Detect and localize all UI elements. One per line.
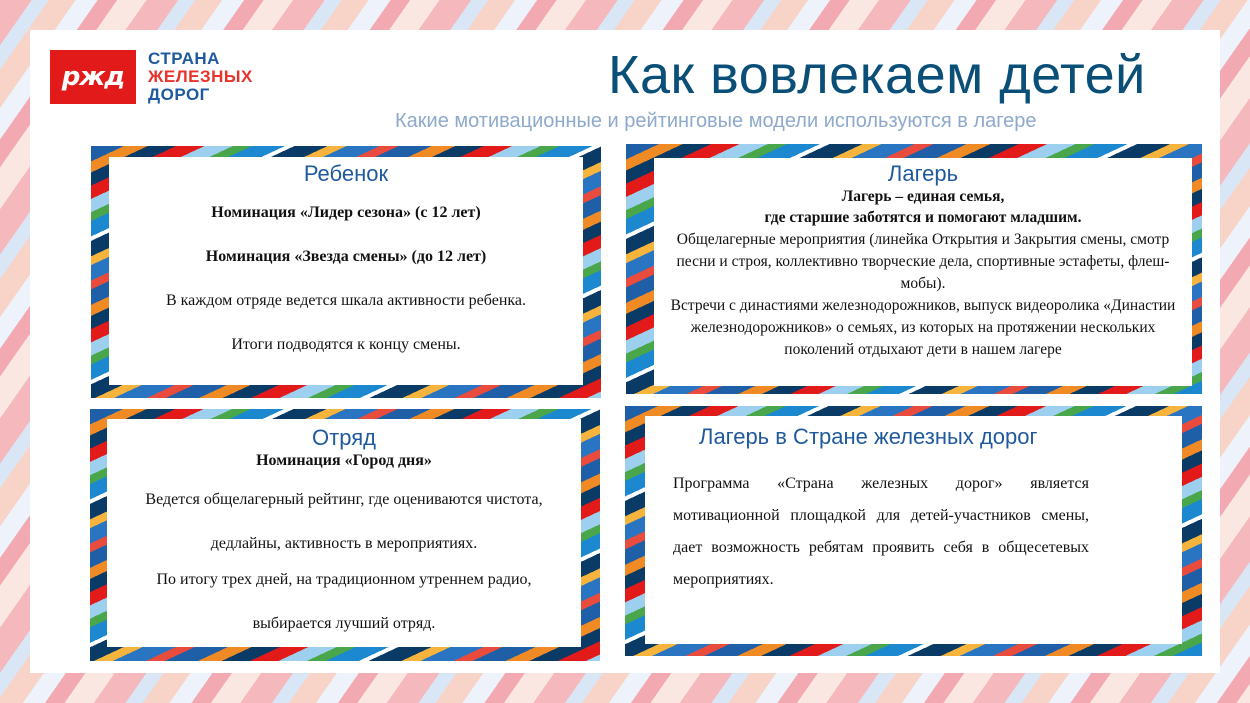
program-text: Программа «Страна железных дорог» является мотивационной площадкой для детей-участников смены, дает возможность ребятам проявить себя в общесетевых мероприятиях. <box>673 475 1089 588</box>
rzd-logo-mark <box>50 50 136 104</box>
child-activity-text: В каждом отряде ведется шкала активности ребенка. <box>165 292 527 309</box>
logo-wordmark <box>148 50 253 104</box>
squad-radio-line-2: выбирается лучший отряд. <box>252 615 436 632</box>
logo-line-1: СТРАНА <box>148 49 220 68</box>
squad-panel <box>90 409 600 661</box>
camp-care-text: где старшие заботятся и помогают младшим. <box>764 209 1082 226</box>
child-card <box>109 157 583 385</box>
program-panel <box>625 406 1202 656</box>
child-nomination-leader: Номинация «Лидер сезона» (с 12 лет) <box>211 204 481 221</box>
squad-card <box>107 419 581 647</box>
child-heading: Ребенок <box>303 161 389 186</box>
logo-line-2: ЖЕЛЕЗНЫХ <box>148 67 253 86</box>
child-results-text: Итоги подводятся к концу смены. <box>231 336 461 353</box>
camp-events-text: Общелагерные мероприятия (линейка Открытия и Закрытия смены, смотр песни и строя, коллективно творческие дела, спортивные эстафеты, флеш-мобы). <box>676 231 1170 292</box>
page-subtitle: Какие мотивационные и рейтинговые модели используются в лагере <box>395 110 1037 132</box>
rzd-logo <box>50 49 253 105</box>
camp-family-text: Лагерь – единая семья, <box>841 188 1005 205</box>
camp-heading: Лагерь <box>887 161 959 186</box>
squad-nomination: Номинация «Город дня» <box>256 452 432 469</box>
program-heading: Лагерь в Стране железных дорог <box>699 424 1038 449</box>
squad-rating-line-1: Ведется общелагерный рейтинг, где оцениваются чистота, <box>145 491 543 508</box>
squad-rating-line-2: дедлайны, активность в мероприятиях. <box>210 535 478 552</box>
program-card <box>645 416 1182 644</box>
squad-heading: Отряд <box>312 425 376 450</box>
child-panel <box>91 146 601 398</box>
logo-line-3: ДОРОГ <box>148 85 210 104</box>
logo-mark-text: ржд <box>61 62 125 92</box>
camp-dynasty-text: Встречи с династиями железнодорожников, выпуск видеоролика «Династии железнодорожников» о семьях, из которых на протяжении нескольких поколений отдыхают дети в нашем лагере <box>670 297 1176 358</box>
page-title: Как вовлекаем детей <box>608 45 1146 105</box>
child-nomination-star: Номинация «Звезда смены» (до 12 лет) <box>205 248 487 265</box>
squad-radio-line-1: По итогу трех дней, на традиционном утреннем радио, <box>156 571 532 588</box>
camp-card <box>654 158 1192 386</box>
camp-panel <box>626 144 1202 394</box>
